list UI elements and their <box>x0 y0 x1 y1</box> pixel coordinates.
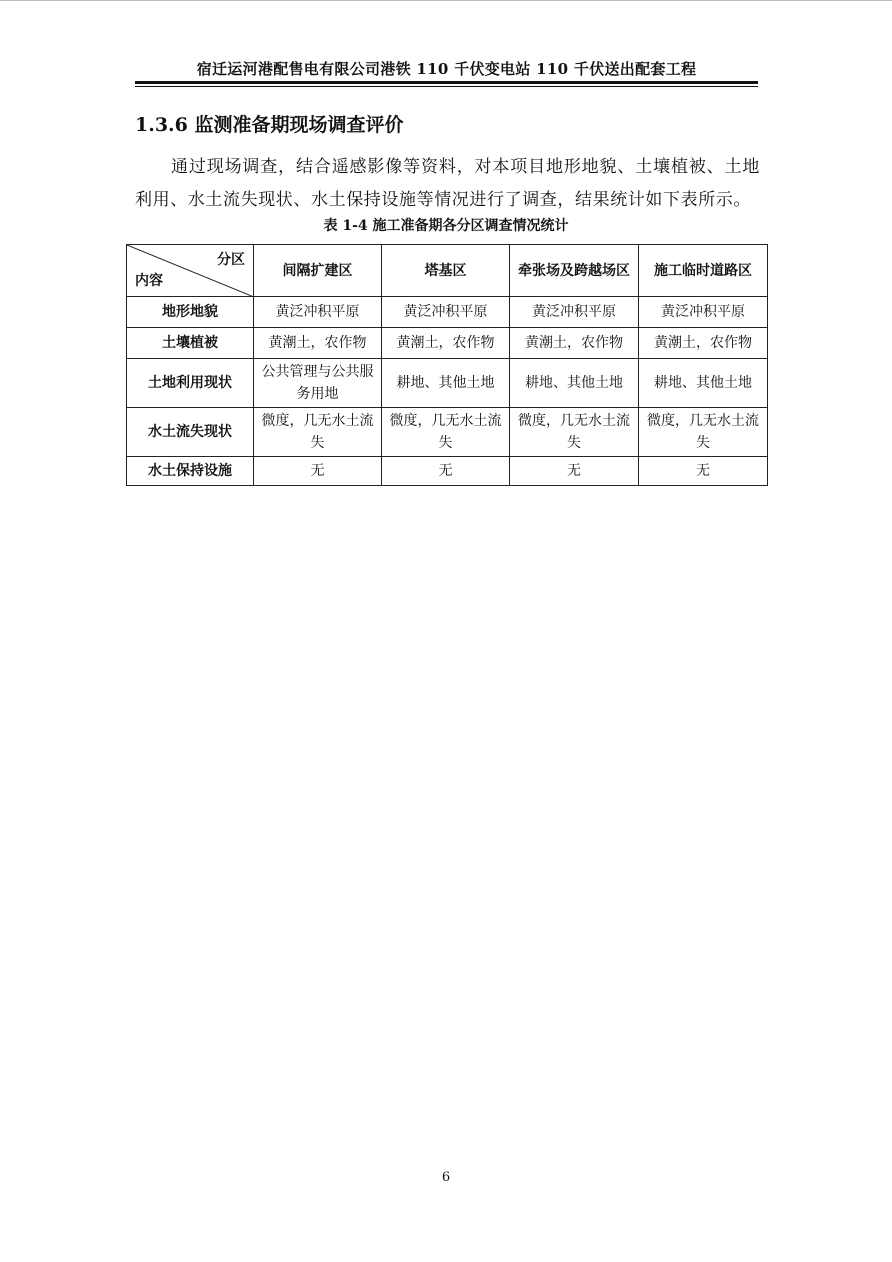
row-header: 水土保持设施 <box>127 457 254 486</box>
table-cell: 微度，几无水土流失 <box>254 408 382 457</box>
table-row <box>127 328 768 359</box>
table-row <box>127 359 768 408</box>
survey-table <box>126 244 768 486</box>
row-header: 地形地貌 <box>127 297 254 328</box>
body-paragraph: 通过现场调查，结合遥感影像等资料，对本项目地形地貌、土壤植被、土地利用、水土流失现状、水土保持设施等情况进行了调查，结果统计如下表所示。 <box>135 157 760 210</box>
column-header: 施工临时道路区 <box>639 245 768 297</box>
table-cell: 无 <box>382 457 510 486</box>
table-cell: 无 <box>510 457 639 486</box>
row-header: 土地利用现状 <box>127 359 254 408</box>
row-header: 土壤植被 <box>127 328 254 359</box>
table-cell: 黄潮土，农作物 <box>382 328 510 359</box>
running-header: 宿迁运河港配售电有限公司港铁 110 千伏变电站 110 千伏送出配套工程 <box>196 60 697 78</box>
column-header: 间隔扩建区 <box>254 245 382 297</box>
table-cell: 耕地、其他土地 <box>382 359 510 408</box>
table-corner-cell <box>127 245 254 297</box>
table-row <box>127 297 768 328</box>
table-cell: 微度，几无水土流失 <box>382 408 510 457</box>
table-caption: 表 1-4 施工准备期各分区调查情况统计 <box>323 218 569 234</box>
column-header: 塔基区 <box>382 245 510 297</box>
table-cell: 微度，几无水土流失 <box>639 408 768 457</box>
table-cell: 耕地、其他土地 <box>510 359 639 408</box>
corner-label-content: 内容 <box>135 273 163 289</box>
table-cell: 公共管理与公共服务用地 <box>254 359 382 408</box>
header-rule-thin <box>135 86 758 87</box>
table-cell: 黄潮土，农作物 <box>254 328 382 359</box>
table-cell: 黄泛冲积平原 <box>510 297 639 328</box>
table-cell: 无 <box>254 457 382 486</box>
page-top-edge <box>0 0 892 1</box>
section-heading: 1.3.6 监测准备期现场调查评价 <box>135 114 404 136</box>
table-cell: 黄潮土，农作物 <box>510 328 639 359</box>
corner-label-zone: 分区 <box>217 252 245 268</box>
table-cell: 黄潮土，农作物 <box>639 328 768 359</box>
table-header-row <box>127 245 768 297</box>
row-header: 水土流失现状 <box>127 408 254 457</box>
header-rule-thick <box>135 81 758 84</box>
table-cell: 微度，几无水土流失 <box>510 408 639 457</box>
table-cell: 黄泛冲积平原 <box>639 297 768 328</box>
table-row <box>127 457 768 486</box>
table-cell: 耕地、其他土地 <box>639 359 768 408</box>
page-number: 6 <box>441 1170 451 1185</box>
table-cell: 黄泛冲积平原 <box>382 297 510 328</box>
column-header: 牵张场及跨越场区 <box>510 245 639 297</box>
table-cell: 黄泛冲积平原 <box>254 297 382 328</box>
table-cell: 无 <box>639 457 768 486</box>
table-row <box>127 408 768 457</box>
